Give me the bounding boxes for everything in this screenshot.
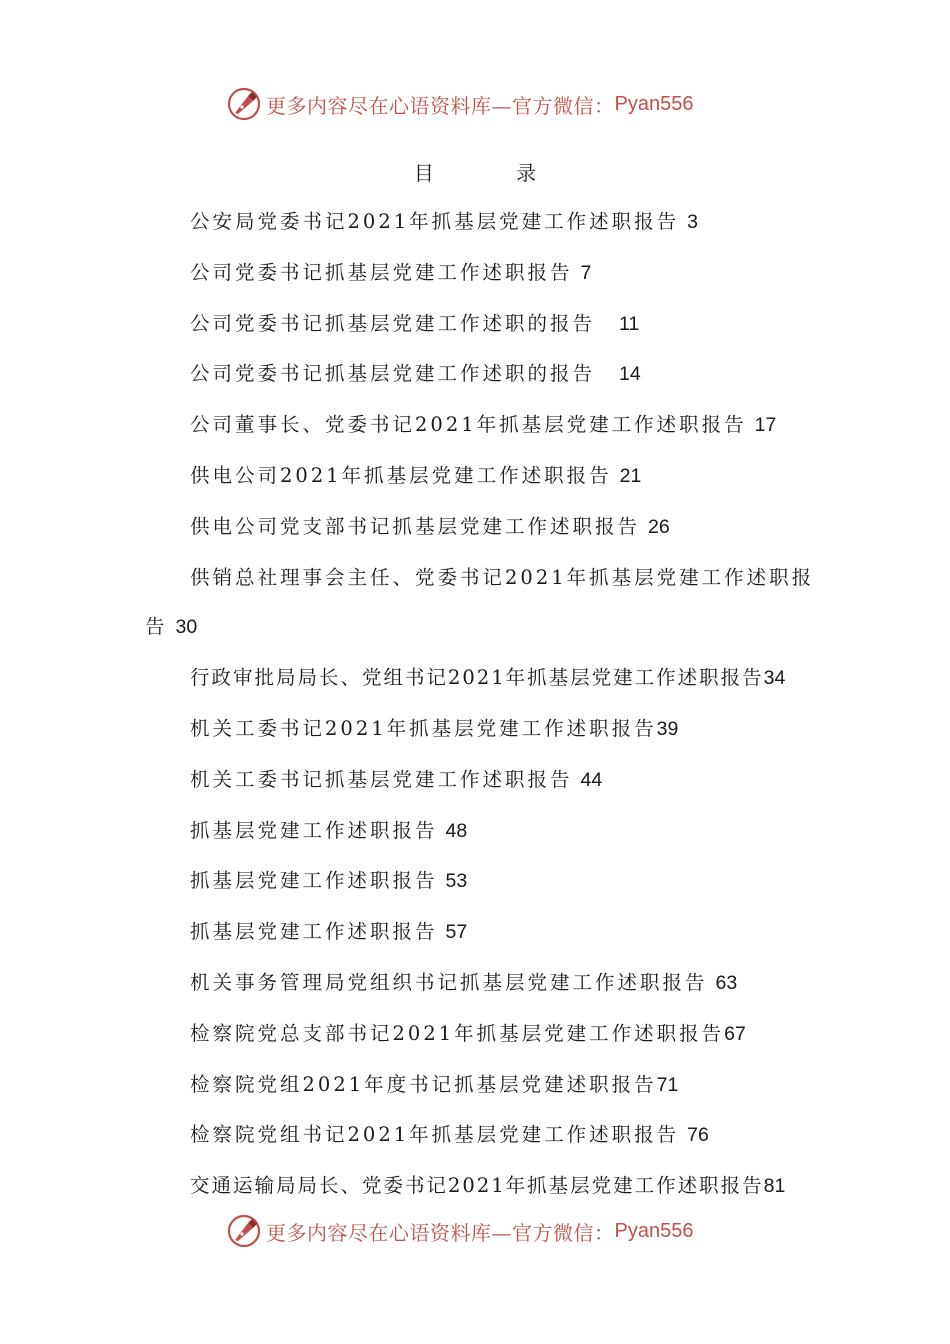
toc-entry[interactable] [0, 451, 950, 502]
toc-entry-page: 21 [619, 464, 642, 487]
toc-entry[interactable] [0, 704, 950, 755]
toc-entry[interactable] [0, 1161, 950, 1212]
toc-entry[interactable] [0, 1060, 950, 1111]
toc-entry-title: 交通运输局局长、党委书记2021年抓基层党建工作述职报告 [190, 1174, 764, 1198]
header-banner [226, 84, 746, 124]
toc-entry-page: 44 [580, 768, 603, 791]
toc-entry[interactable] [0, 502, 950, 553]
toc-entry-page: 76 [687, 1124, 709, 1147]
toc-entry[interactable] [0, 653, 950, 704]
toc-entry-page: 39 [656, 717, 679, 740]
toc-entry[interactable] [0, 806, 950, 857]
toc-entry[interactable] [0, 197, 950, 248]
toc-entry-title: 供电公司2021年抓基层党建工作述职报告 [190, 463, 612, 487]
toc-entry[interactable] [0, 400, 950, 451]
toc-entry-page: 71 [656, 1073, 679, 1096]
toc-entry-title: 公司党委书记抓基层党建工作述职的报告 [190, 311, 596, 335]
footer-banner-text: 更多内容尽在心语资料库—官方微信： [266, 1220, 615, 1245]
toc-entry[interactable] [0, 907, 950, 958]
toc-entry-title: 公司党委书记抓基层党建工作述职的报告 [190, 362, 596, 386]
footer-banner-wechat: Pyan556 [614, 1219, 694, 1242]
toc-entry-title: 供销总社理事会主任、党委书记2021年抓基层党建工作述职报 [190, 565, 815, 589]
toc-entry-title: 公司党委书记抓基层党建工作述职报告 [190, 260, 573, 284]
footer-banner [226, 1211, 746, 1251]
toc-entry-title: 供电公司党支部书记抓基层党建工作述职报告 [190, 514, 641, 538]
toc-entry-title: 告 [145, 615, 168, 639]
toc-entry-page: 81 [763, 1175, 786, 1198]
pen-nib-logo-icon [226, 1213, 262, 1249]
toc-entry-title: 公司董事长、党委书记2021年抓基层党建工作述职报告 [190, 413, 747, 437]
toc-entry-page: 26 [648, 515, 670, 538]
toc-entry-page: 34 [763, 667, 786, 690]
toc-entry-page: 53 [445, 870, 468, 893]
toc-entry-title: 行政审批局局长、党组书记2021年抓基层党建工作述职报告 [190, 666, 764, 690]
toc-entry-page: 7 [580, 261, 592, 284]
toc-entry[interactable] [0, 553, 950, 603]
toc-entry[interactable] [0, 755, 950, 806]
toc-entry-page: 30 [175, 616, 198, 639]
table-of-contents [0, 197, 950, 1212]
toc-entry-continuation[interactable] [0, 602, 950, 653]
toc-entry-page: 11 [619, 312, 640, 335]
toc-entry-title: 抓基层党建工作述职报告 [190, 869, 438, 893]
toc-title: 目 录 [413, 161, 575, 185]
toc-entry[interactable] [0, 248, 950, 299]
toc-entry[interactable] [0, 1009, 950, 1060]
toc-entry-page: 57 [445, 921, 468, 944]
toc-entry[interactable] [0, 856, 950, 907]
toc-entry-title: 抓基层党建工作述职报告 [190, 920, 438, 944]
header-banner-text: 更多内容尽在心语资料库—官方微信： [266, 93, 615, 118]
toc-entry-title: 抓基层党建工作述职报告 [190, 818, 438, 842]
toc-entry-page: 67 [724, 1022, 746, 1045]
toc-entry-page: 17 [754, 414, 777, 437]
toc-entry-title: 检察院党组书记2021年抓基层党建工作述职报告 [190, 1123, 680, 1147]
toc-entry-title: 公安局党委书记2021年抓基层党建工作述职报告 [190, 210, 680, 233]
toc-entry-page: 14 [619, 363, 641, 386]
toc-entry-title: 机关工委书记2021年抓基层党建工作述职报告 [190, 716, 657, 740]
header-banner-wechat: Pyan556 [614, 92, 694, 115]
pen-nib-logo-icon [226, 86, 262, 122]
toc-entry[interactable] [0, 1110, 950, 1161]
toc-entry-title: 机关工委书记抓基层党建工作述职报告 [190, 767, 573, 791]
toc-entry-page: 3 [687, 211, 698, 233]
toc-entry[interactable] [0, 349, 950, 400]
toc-entry-page: 63 [715, 971, 738, 994]
toc-entry[interactable] [0, 299, 950, 350]
toc-entry-title: 机关事务管理局党组织书记抓基层党建工作述职报告 [190, 970, 708, 994]
toc-entry-title: 检察院党总支部书记2021年抓基层党建工作述职报告 [190, 1021, 725, 1045]
toc-entry-page: 48 [445, 819, 468, 842]
toc-entry[interactable] [0, 958, 950, 1009]
toc-entry-title: 检察院党组2021年度书记抓基层党建述职报告 [190, 1072, 657, 1096]
